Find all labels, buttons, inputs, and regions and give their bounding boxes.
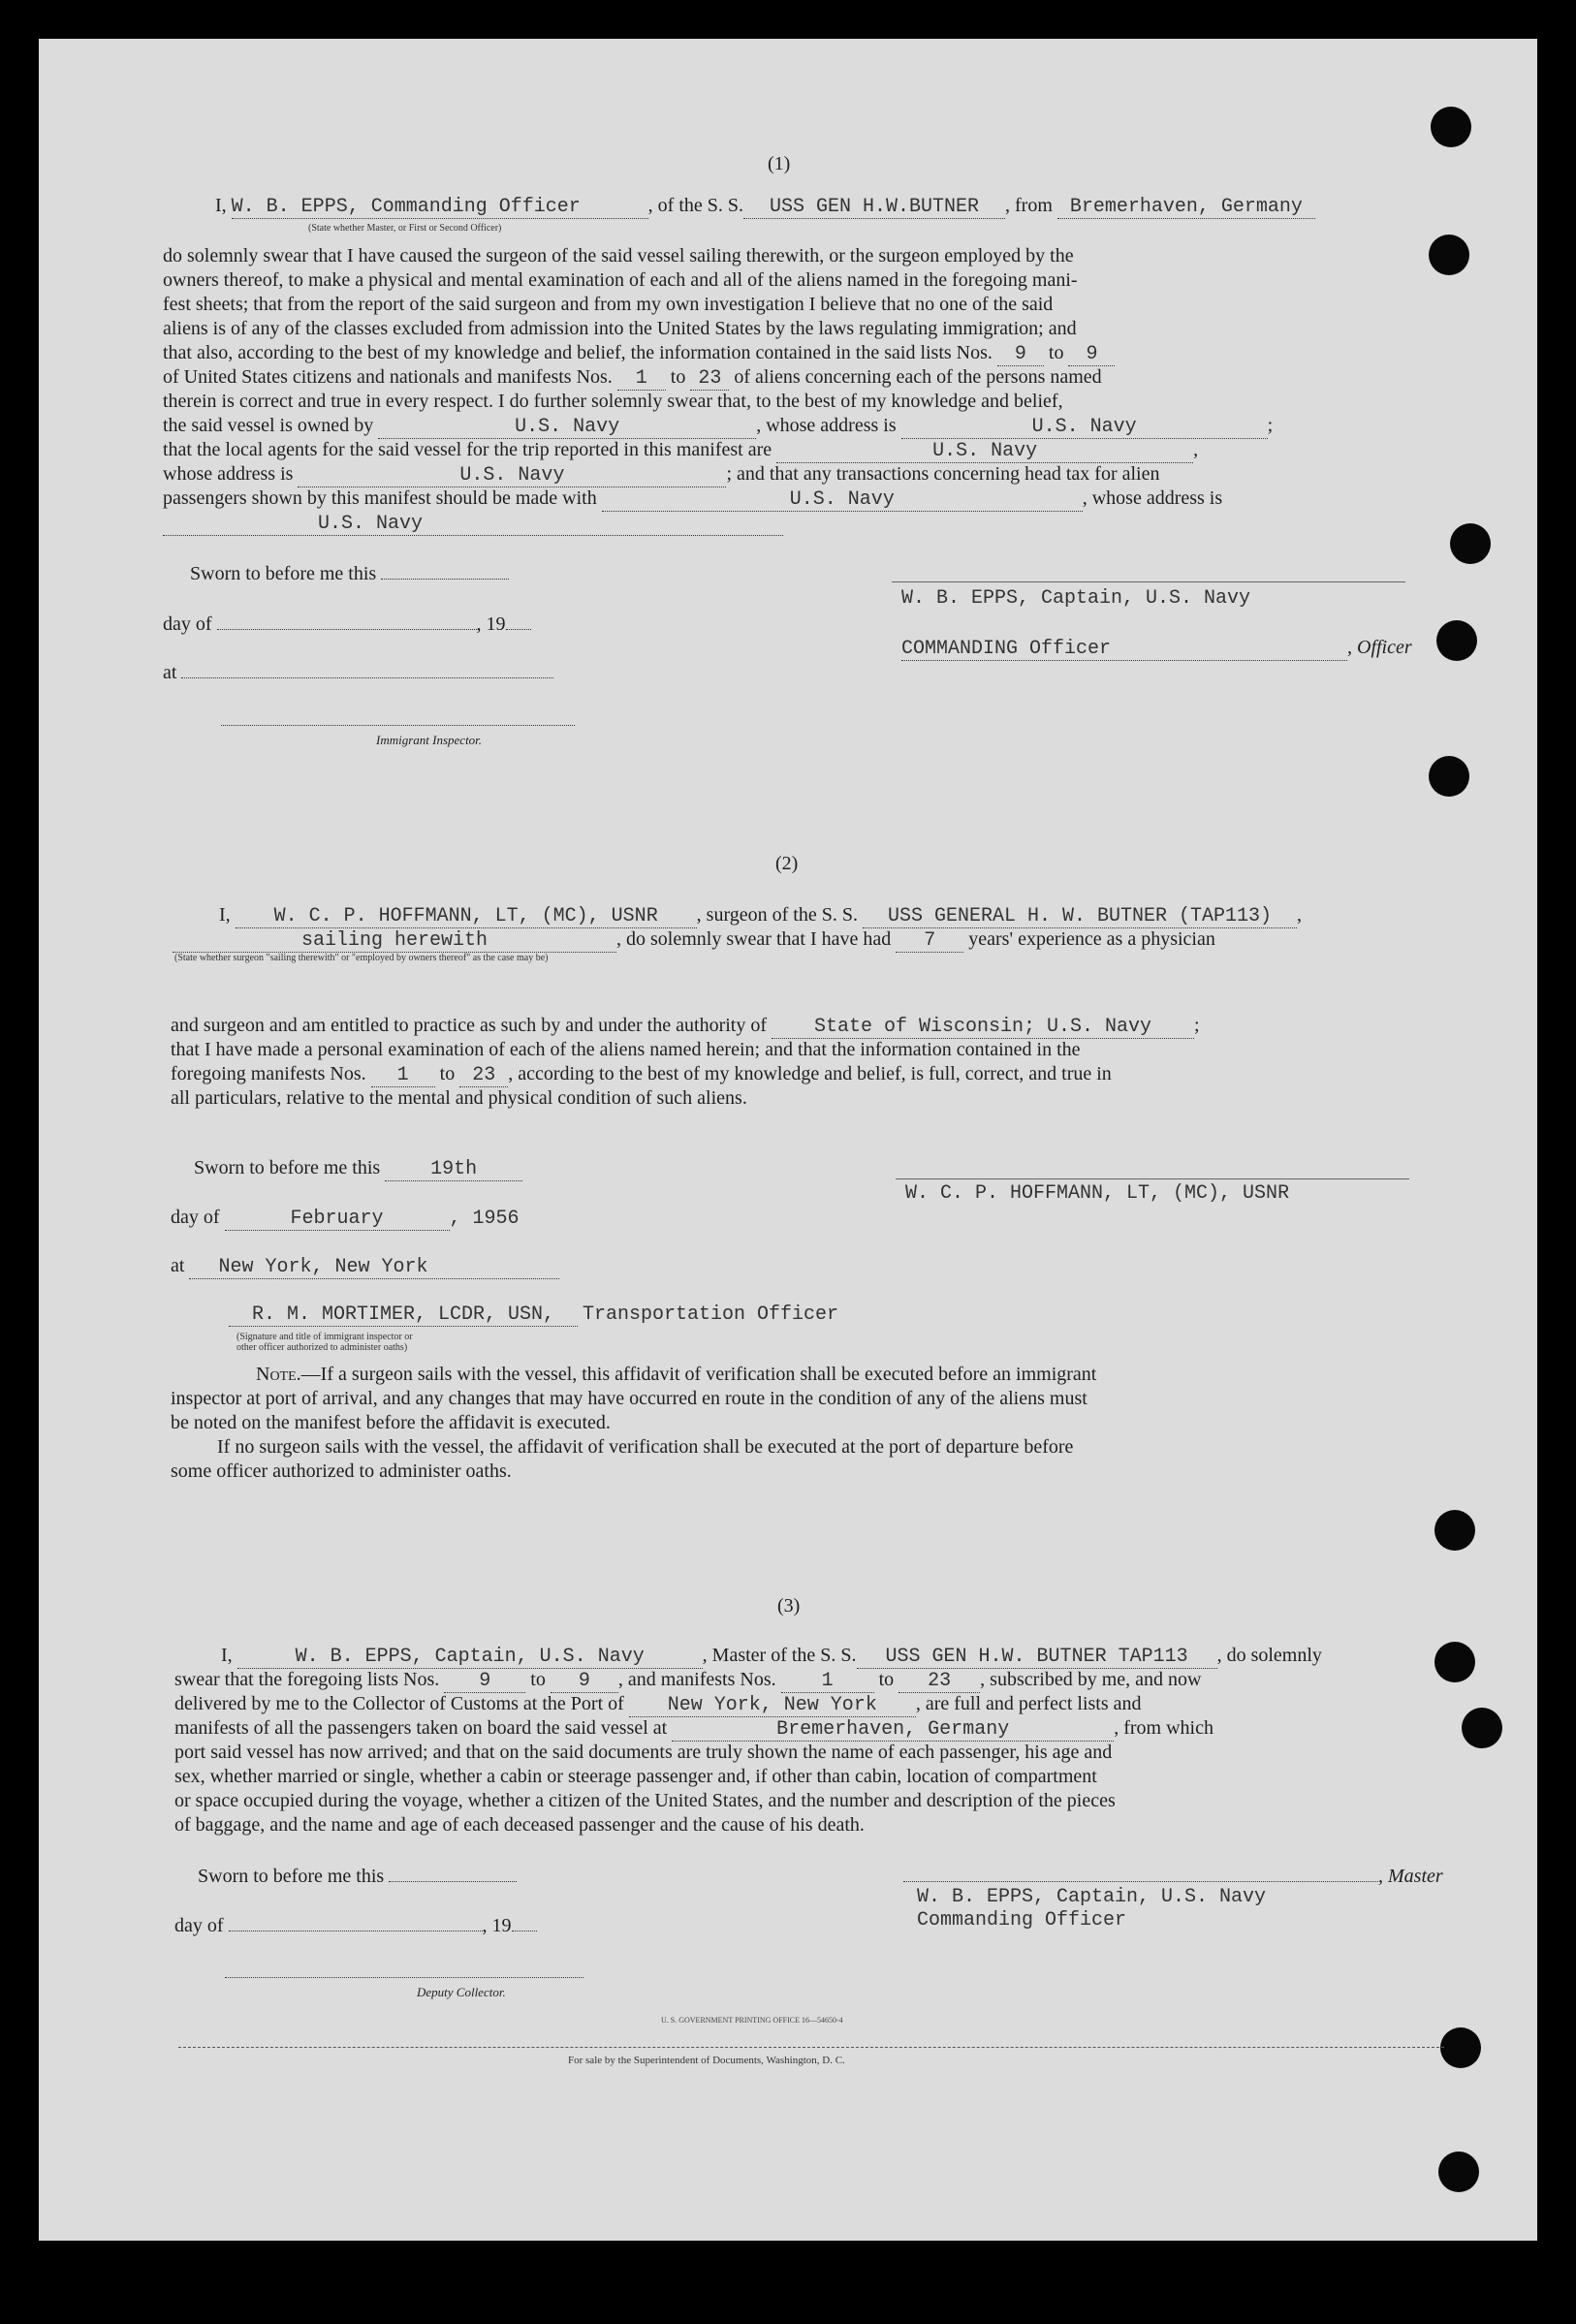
officer-name-field: W. B. EPPS, Commanding Officer xyxy=(232,197,648,219)
surgeon-signature-line xyxy=(896,1178,1409,1179)
head-tax-agent-field: U.S. Navy xyxy=(602,489,1083,512)
section-1-text xyxy=(163,511,783,536)
section-1-text: whose address is U.S. Navy ; and that any transactions concerning head tax for alien xyxy=(163,463,1160,487)
sworn-label: Sworn to before me this 19th xyxy=(194,1156,522,1181)
manifests-from-field: 1 xyxy=(617,368,666,391)
sworn-year-field xyxy=(506,629,531,630)
experience-years-field: 7 xyxy=(896,930,963,953)
master-vessel-field: USS GEN H.W. BUTNER TAP113 xyxy=(857,1647,1217,1669)
section-1-text: owners thereof, to make a physical and mental examination of each and all of the aliens named in the foregoing mani- xyxy=(163,269,1078,291)
collector-signature-line xyxy=(225,1977,583,1978)
section-2-line-2: sailing herewith , do solemnly swear that I have had 7 years' experience as a physician xyxy=(173,927,1215,953)
sworn-place-field: New York, New York xyxy=(189,1257,559,1279)
binder-hole xyxy=(1462,1708,1502,1748)
master-signature: W. B. EPPS, Captain, U.S. Navy xyxy=(917,1886,1267,1908)
binder-hole xyxy=(1429,756,1469,797)
binder-hole xyxy=(1429,235,1469,275)
binder-hole xyxy=(1436,620,1477,661)
section-1-heading: (1) xyxy=(768,153,791,174)
section-1-text: therein is correct and true in every respect. I do further solemnly swear that, to the best of my knowledge and belief, xyxy=(163,391,1063,412)
section-3-line-1: I, W. B. EPPS, Captain, U.S. Navy , Master of the S. S. USS GEN H.W. BUTNER TAP113 , do solemnly xyxy=(221,1645,1322,1668)
binder-hole xyxy=(1450,523,1491,564)
note-text: If no surgeon sails with the vessel, the affidavit of verification shall be executed at the port of departure before xyxy=(217,1436,1074,1458)
exam-manifests-to-field: 23 xyxy=(459,1065,508,1087)
officer-title-line: COMMANDING Officer , Officer xyxy=(901,637,1412,660)
section-3-text: or space occupied during the voyage, whether a citizen of the United States, and the number and description of the pieces xyxy=(174,1790,1116,1811)
manifests-to-field: 23 xyxy=(690,368,729,391)
section-1-text: that the local agents for the said vessel for the trip reported in this manifest are U.S. Navy , xyxy=(163,439,1199,462)
s3-manifests-to-field: 23 xyxy=(898,1671,980,1693)
section-2-text: all particulars, relative to the mental and physical condition of such aliens. xyxy=(171,1087,747,1109)
section-3-line-4: manifests of all the passengers taken on board the said vessel at Bremerhaven, Germany , from which xyxy=(174,1717,1214,1741)
sworn-month-field: February xyxy=(225,1209,450,1231)
sworn-date-label: day of , 19 xyxy=(163,612,531,637)
binder-hole xyxy=(1431,107,1471,147)
section-2-text: that I have made a personal examination of each of the aliens named herein; and that the information contained in the xyxy=(171,1039,1081,1060)
owner-address-field: U.S. Navy xyxy=(901,417,1268,439)
section-1-text: that also, according to the best of my knowledge and belief, the information contained in the said lists Nos. 9 to 9 xyxy=(163,341,1115,366)
section-1-text: aliens is of any of the classes excluded from admission into the United States by the laws regulating immigration; and xyxy=(163,318,1077,339)
manifest-page xyxy=(39,39,1537,2241)
section-1-text: of United States citizens and nationals and manifests Nos. 1 to 23 of aliens concerning each of the persons named xyxy=(163,366,1102,390)
binder-hole xyxy=(1438,2151,1479,2192)
departure-port-field: Bremerhaven, Germany xyxy=(1057,197,1315,219)
sale-notice: For sale by the Superintendent of Documents, Washington, D. C. xyxy=(568,2055,845,2066)
s3-lists-to-field: 9 xyxy=(551,1671,618,1693)
sworn-place-label: at xyxy=(163,661,553,685)
surgeon-vessel-field: USS GENERAL H. W. BUTNER (TAP113) xyxy=(863,906,1297,928)
footer-divider xyxy=(178,2047,1444,2048)
vessel-name-field: USS GEN H.W.BUTNER xyxy=(743,197,1005,219)
master-title: Commanding Officer xyxy=(917,1909,1127,1931)
officer-signature-line xyxy=(892,581,1405,582)
surgeon-status-field: sailing herewith xyxy=(173,930,616,953)
s3-lists-from-field: 9 xyxy=(444,1671,525,1693)
officer-signature: W. B. EPPS, Captain, U.S. Navy xyxy=(901,587,1251,610)
master-signature-line: , Master xyxy=(903,1865,1443,1889)
lists-from-field: 9 xyxy=(997,344,1044,366)
note-text: some officer authorized to administer oaths. xyxy=(171,1460,512,1482)
administering-officer-note: (Signature and title of immigrant inspector or other officer authorized to administer oaths) xyxy=(236,1332,413,1353)
embarkation-port-field: Bremerhaven, Germany xyxy=(672,1719,1114,1742)
section-1-text: fest sheets; that from the report of the said surgeon and from my own investigation I believe that no one of the said xyxy=(163,294,1054,315)
owner-field: U.S. Navy xyxy=(378,417,756,439)
section-2-text: and surgeon and am entitled to practice as such by and under the authority of State of Wisconsin; U.S. Navy ; xyxy=(171,1015,1200,1038)
section-1-text: passengers shown by this manifest should be made with U.S. Navy , whose address is xyxy=(163,487,1223,511)
administering-officer-field: R. M. MORTIMER, LCDR, USN, xyxy=(229,1304,578,1327)
sworn-date-label: day of , 19 xyxy=(174,1914,537,1938)
section-2-heading: (2) xyxy=(775,853,799,874)
master-name-field: W. B. EPPS, Captain, U.S. Navy xyxy=(237,1647,703,1669)
authority-field: State of Wisconsin; U.S. Navy xyxy=(772,1017,1194,1039)
binder-hole xyxy=(1434,1510,1475,1551)
administering-officer-line: R. M. MORTIMER, LCDR, USN, Transportation Officer xyxy=(229,1302,838,1327)
s3-manifests-from-field: 1 xyxy=(781,1671,874,1693)
master-signature-field xyxy=(903,1881,1378,1882)
section-3-text: port said vessel has now arrived; and that on the said documents are truly shown the name of each passenger, his age and xyxy=(174,1742,1113,1763)
printing-office-line: U. S. GOVERNMENT PRINTING OFFICE 16—54650-4 xyxy=(661,2016,843,2025)
sworn-place-label: at New York, New York xyxy=(171,1254,559,1279)
sworn-place-field xyxy=(181,677,553,678)
note-text: inspector at port of arrival, and any changes that may have occurred en route in the condition of any of the aliens must xyxy=(171,1388,1087,1409)
section-3-heading: (3) xyxy=(777,1595,801,1617)
surgeon-name-field: W. C. P. HOFFMANN, LT, (MC), USNR xyxy=(236,906,697,928)
binder-hole xyxy=(1434,1642,1475,1682)
sworn-label: Sworn to before me this xyxy=(190,562,509,586)
lists-to-field: 9 xyxy=(1068,344,1115,366)
section-1-text: do solemnly swear that I have caused the surgeon of the said vessel sailing therewith, or the surgeon employed by the xyxy=(163,245,1074,267)
surgeon-signature: W. C. P. HOFFMANN, LT, (MC), USNR xyxy=(905,1182,1290,1205)
section-3-line-2: swear that the foregoing lists Nos. 9 to 9 , and manifests Nos. 1 to 23 , subscribed by me, and now xyxy=(174,1669,1202,1692)
note-text: Note.—If a surgeon sails with the vessel, this affidavit of verification shall be executed before an immigrant xyxy=(256,1364,1097,1385)
section-2-text: foregoing manifests Nos. 1 to 23 , according to the best of my knowledge and belief, is full, correct, and true in xyxy=(171,1063,1112,1086)
local-agents-field: U.S. Navy xyxy=(776,441,1193,463)
surgeon-status-note: (State whether surgeon "sailing therewith" or "employed by owners thereof" as the case may be) xyxy=(174,953,549,963)
sworn-month-field xyxy=(217,629,477,630)
agents-address-field: U.S. Navy xyxy=(298,465,726,487)
section-3-line-3: delivered by me to the Collector of Customs at the Port of New York, New York , are full and perfect lists and xyxy=(174,1693,1142,1716)
sworn-date-label: day of February , 1956 xyxy=(171,1207,520,1230)
officer-title-field: COMMANDING Officer xyxy=(901,639,1347,661)
section-2-line-1: I, W. C. P. HOFFMANN, LT, (MC), USNR , surgeon of the S. S. USS GENERAL H. W. BUTNER (TAP113) , xyxy=(219,904,1302,927)
inspector-label: Immigrant Inspector. xyxy=(376,733,483,747)
binder-hole xyxy=(1440,2027,1481,2068)
sworn-day-field: 19th xyxy=(385,1159,522,1181)
note-text: be noted on the manifest before the affidavit is executed. xyxy=(171,1412,611,1433)
head-tax-address-field: U.S. Navy xyxy=(163,514,783,536)
sworn-label: Sworn to before me this xyxy=(198,1865,517,1889)
sworn-day-field xyxy=(389,1881,517,1882)
arrival-port-field: New York, New York xyxy=(629,1695,916,1717)
exam-manifests-from-field: 1 xyxy=(371,1065,435,1087)
sworn-day-field xyxy=(381,579,509,580)
section-1-text: the said vessel is owned by U.S. Navy , whose address is U.S. Navy ; xyxy=(163,415,1274,438)
officer-rank-note: (State whether Master, or First or Second Officer) xyxy=(308,223,502,234)
section-3-text: sex, whether married or single, whether a cabin or steerage passenger and, if other than cabin, location of compartment xyxy=(174,1766,1097,1787)
section-3-text: of baggage, and the name and age of each deceased passenger and the cause of his death. xyxy=(174,1814,865,1836)
inspector-signature-line xyxy=(221,725,575,726)
section-1-line-1: I, W. B. EPPS, Commanding Officer , of the S. S. USS GEN H.W.BUTNER , from Bremerhaven, Germany xyxy=(215,194,1315,219)
collector-label: Deputy Collector. xyxy=(417,1985,506,1999)
